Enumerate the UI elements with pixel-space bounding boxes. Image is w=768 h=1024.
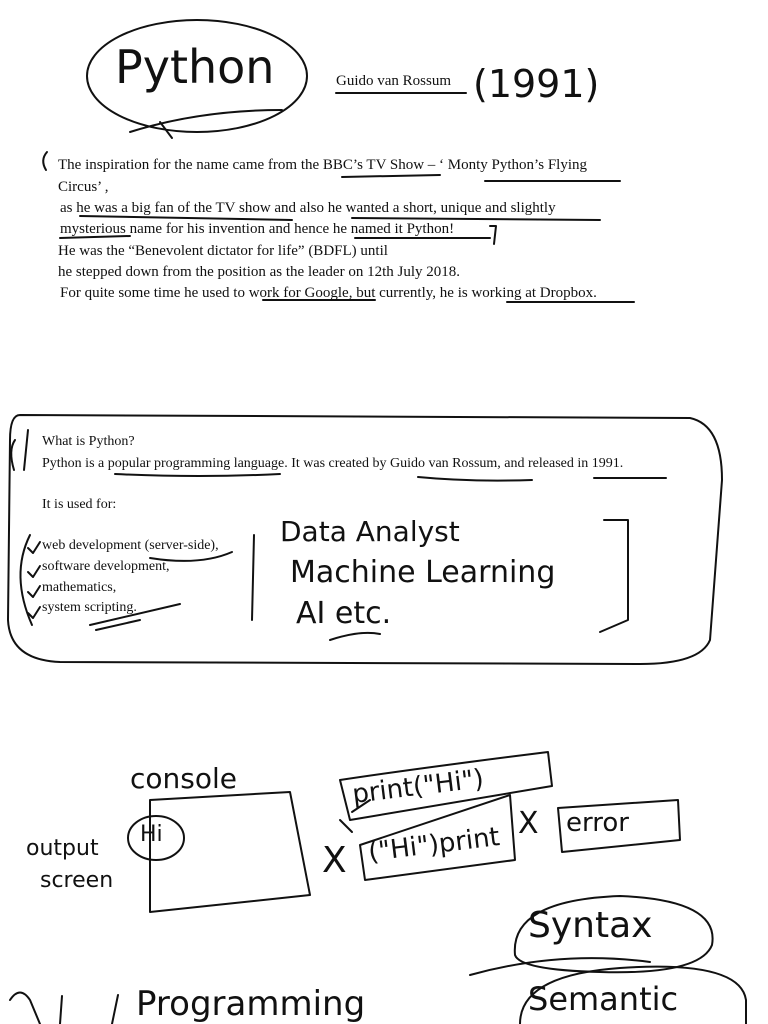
x-mark: X bbox=[518, 806, 539, 841]
history-line-1: The inspiration for the name came from the BBC’s TV Show – ‘ Monty Python’s Flying bbox=[58, 157, 587, 173]
use-item: mathematics, bbox=[42, 580, 117, 595]
handwritten-use: Data Analyst bbox=[280, 515, 460, 548]
wrong-code: ("Hi")print bbox=[366, 822, 502, 868]
screen-label: screen bbox=[40, 868, 114, 893]
correct-code: print("Hi") bbox=[350, 764, 486, 810]
page-title: Python bbox=[115, 40, 275, 94]
author-name: Guido van Rossum bbox=[336, 73, 452, 89]
about-answer: Python is a popular programming language. It was created by Guido van Rossum, and released in 1991. bbox=[42, 456, 624, 471]
console-label: console bbox=[130, 762, 237, 795]
handwritten-use: Machine Learning bbox=[290, 555, 556, 590]
semantic-label: Semantic bbox=[528, 980, 679, 1018]
output-label: output bbox=[26, 836, 99, 861]
history-line-5: He was the “Benevolent dictator for life” (BDFL) until bbox=[58, 243, 388, 259]
history-line-3: as he was a big fan of the TV show and also he wanted a short, unique and slightly bbox=[60, 200, 556, 216]
use-item: system scripting. bbox=[42, 600, 137, 615]
console-output: Hi bbox=[140, 822, 163, 847]
year-label: (1991) bbox=[473, 62, 600, 106]
wrong-mark: X bbox=[322, 840, 347, 881]
handwritten-use: AI etc. bbox=[296, 596, 392, 631]
syntax-label: Syntax bbox=[528, 905, 653, 946]
use-item: web development (server-side), bbox=[42, 538, 219, 553]
programming-label: Programming bbox=[136, 984, 366, 1024]
history-line-2: Circus’ , bbox=[58, 179, 109, 195]
console-box bbox=[150, 792, 310, 912]
error-label: error bbox=[566, 808, 629, 838]
history-line-7: For quite some time he used to work for Google, but currently, he is working at Dropbox. bbox=[60, 285, 597, 301]
used-for-heading: It is used for: bbox=[42, 497, 117, 512]
about-question: What is Python? bbox=[42, 434, 135, 449]
history-line-6: he stepped down from the position as the leader on 12th July 2018. bbox=[58, 264, 461, 280]
use-item: software development, bbox=[42, 559, 170, 574]
history-line-4: mysterious name for his invention and hence he named it Python! bbox=[60, 221, 455, 237]
